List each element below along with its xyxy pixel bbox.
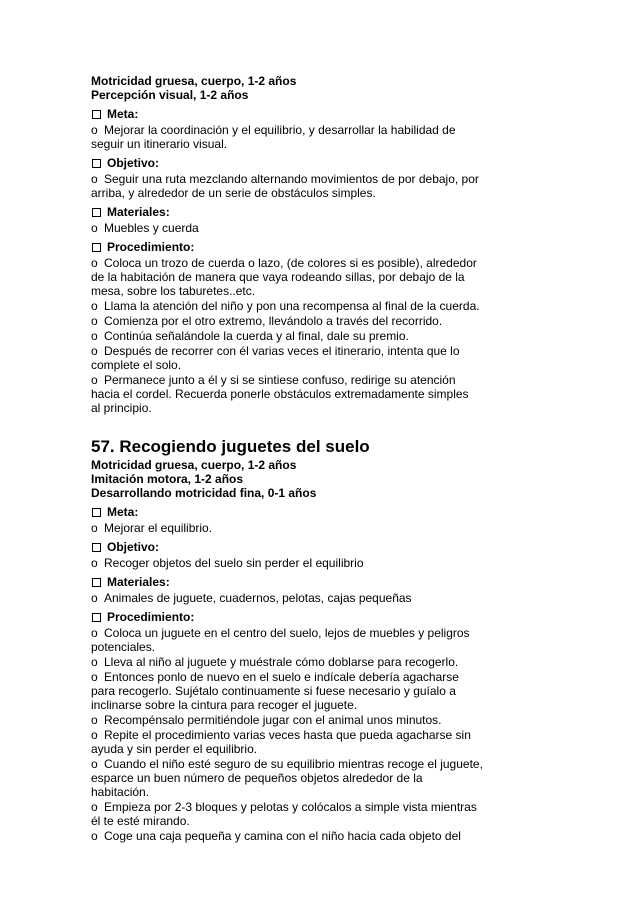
line-text: Muebles y cuerda (104, 221, 199, 235)
bullet-icon: o (91, 757, 98, 771)
line-text: Coge una caja pequeña y camina con el niño hacia cada objeto del (104, 829, 461, 843)
list-item (91, 829, 491, 843)
line-text: de la habitación de manera que vaya rodeando sillas, por debajo de la (91, 270, 465, 284)
line-text: potenciales. (91, 640, 156, 654)
objetivo-list (91, 172, 491, 200)
line-text: mesa, sobre los taburetes..etc. (91, 284, 256, 298)
text-line (91, 728, 491, 742)
line-text: complete el solo. (91, 358, 182, 372)
procedimiento-list (91, 256, 491, 415)
meta-list (91, 521, 491, 535)
line-text: ayuda y sin perder el equilibrio. (91, 742, 258, 756)
list-item (91, 329, 491, 343)
objetivo-heading: Objetivo: (91, 156, 491, 170)
list-item (91, 123, 491, 151)
text-line (91, 137, 491, 151)
objetivo-list (91, 556, 491, 570)
checkbox-square-icon (92, 578, 101, 587)
line-text: Recompénsalo permitiéndole jugar con el animal unos minutos. (104, 713, 442, 727)
bullet-icon: o (91, 713, 98, 727)
text-line (91, 186, 491, 200)
meta-heading: Meta: (91, 505, 491, 519)
line-text: Coloca un trozo de cuerda o lazo, (de colores si es posible), alrededor (104, 256, 477, 270)
bullet-icon: o (91, 314, 98, 328)
line-text: para recogerlo. Sujétalo continuamente si fuese necesario y guíalo a (91, 684, 456, 698)
category-line: Imitación motora, 1-2 años (91, 472, 244, 486)
category-line: Motricidad gruesa, cuerpo, 1-2 años (91, 458, 297, 472)
list-item (91, 256, 491, 298)
meta-list (91, 123, 491, 151)
text-line (91, 373, 491, 387)
checkbox-square-icon (92, 508, 101, 517)
bullet-icon: o (91, 626, 98, 640)
bullet-icon: o (91, 670, 98, 684)
line-text: Animales de juguete, cuadernos, pelotas, cajas pequeñas (104, 591, 412, 605)
list-item (91, 713, 491, 727)
text-line (91, 800, 491, 814)
materiales-heading: Materiales: (91, 205, 491, 219)
text-line (91, 814, 491, 828)
text-line (91, 713, 491, 727)
text-line (91, 329, 491, 343)
line-text: Mejorar el equilibrio. (104, 521, 213, 535)
bullet-icon: o (91, 123, 98, 137)
checkbox-square-icon (92, 110, 101, 119)
list-item (91, 655, 491, 669)
text-line (91, 299, 491, 313)
line-text: habitación. (91, 785, 150, 799)
text-line (91, 829, 491, 843)
text-line (91, 172, 491, 186)
text-line (91, 670, 491, 684)
text-line (91, 626, 491, 640)
text-line (91, 521, 491, 535)
entry-2 (91, 437, 491, 843)
bullet-icon: o (91, 256, 98, 270)
text-line (91, 684, 491, 698)
list-item (91, 800, 491, 828)
text-line (91, 771, 491, 785)
bullet-icon: o (91, 344, 98, 358)
checkbox-square-icon (92, 613, 101, 622)
checkbox-square-icon (92, 208, 101, 217)
list-item (91, 626, 491, 654)
category-line: Desarrollando motricidad fina, 0-1 años (91, 486, 317, 500)
bullet-icon: o (91, 521, 98, 535)
text-line (91, 314, 491, 328)
bullet-icon: o (91, 172, 98, 186)
text-line (91, 401, 491, 415)
procedimiento-heading: Procedimiento: (91, 610, 491, 624)
materiales-heading: Materiales: (91, 575, 491, 589)
document-content (91, 74, 491, 843)
line-text: arriba, y alrededor de un serie de obstáculos simples. (91, 186, 376, 200)
bullet-icon: o (91, 800, 98, 814)
line-text: Cuando el niño esté seguro de su equilibrio mientras recoge el juguete, (104, 757, 483, 771)
list-item (91, 591, 491, 605)
list-item (91, 221, 491, 235)
category-line: Motricidad gruesa, cuerpo, 1-2 años (91, 74, 297, 88)
line-text: hacia el cordel. Recuerda ponerle obstáculos extremadamente simples (91, 387, 469, 401)
bullet-icon: o (91, 829, 98, 843)
section-title: 57. Recogiendo juguetes del suelo (91, 437, 370, 456)
materiales-list (91, 591, 491, 605)
category-line: Percepción visual, 1-2 años (91, 88, 249, 102)
bullet-icon: o (91, 373, 98, 387)
text-line (91, 698, 491, 712)
bullet-icon: o (91, 221, 98, 235)
list-item (91, 172, 491, 200)
text-line (91, 387, 491, 401)
list-item (91, 314, 491, 328)
objetivo-heading: Objetivo: (91, 540, 491, 554)
checkbox-square-icon (92, 243, 101, 252)
line-text: Después de recorrer con él varias veces el itinerario, intenta que lo (104, 344, 460, 358)
list-item (91, 344, 491, 372)
text-line (91, 655, 491, 669)
checkbox-square-icon (92, 543, 101, 552)
procedimiento-heading: Procedimiento: (91, 240, 491, 254)
line-text: Comienza por el otro extremo, llevándolo a través del recorrido. (104, 314, 443, 328)
line-text: Mejorar la coordinación y el equilibrio, y desarrollar la habilidad de (104, 123, 456, 137)
materiales-list (91, 221, 491, 235)
line-text: esparce un buen número de pequeños objetos alrededor de la (91, 771, 423, 785)
line-text: al principio. (91, 401, 152, 415)
line-text: Continúa señalándole la cuerda y al final, dale su premio. (104, 329, 409, 343)
text-line (91, 742, 491, 756)
bullet-icon: o (91, 728, 98, 742)
text-line (91, 358, 491, 372)
text-line (91, 221, 491, 235)
text-line (91, 640, 491, 654)
list-item (91, 728, 491, 756)
text-line (91, 256, 491, 270)
bullet-icon: o (91, 591, 98, 605)
line-text: inclinarse sobre la cintura para recoger el juguete. (91, 698, 358, 712)
text-line (91, 556, 491, 570)
text-line (91, 757, 491, 771)
line-text: Seguir una ruta mezclando alternando movimientos de por debajo, por (104, 172, 479, 186)
bullet-icon: o (91, 556, 98, 570)
meta-heading: Meta: (91, 107, 491, 121)
line-text: Entonces ponlo de nuevo en el suelo e indícale debería agacharse (104, 670, 459, 684)
bullet-icon: o (91, 329, 98, 343)
line-text: seguir un itinerario visual. (91, 137, 228, 151)
line-text: él te esté mirando. (91, 814, 190, 828)
list-item (91, 757, 491, 799)
list-item (91, 299, 491, 313)
text-line (91, 284, 491, 298)
line-text: Repite el procedimiento varias veces hasta que pueda agacharse sin (104, 728, 471, 742)
line-text: Llama la atención del niño y pon una recompensa al final de la cuerda. (104, 299, 480, 313)
text-line (91, 344, 491, 358)
line-text: Lleva al niño al juguete y muéstrale cómo doblarse para recogerlo. (104, 655, 459, 669)
text-line (91, 123, 491, 137)
text-line (91, 270, 491, 284)
procedimiento-list (91, 626, 491, 843)
list-item (91, 670, 491, 712)
line-text: Permanece junto a él y si se sintiese confuso, redirige su atención (104, 373, 456, 387)
list-item (91, 556, 491, 570)
bullet-icon: o (91, 299, 98, 313)
line-text: Recoger objetos del suelo sin perder el equilibrio (104, 556, 364, 570)
line-text: Coloca un juguete en el centro del suelo, lejos de muebles y peligros (104, 626, 470, 640)
list-item (91, 373, 491, 415)
entry-1 (91, 74, 491, 415)
checkbox-square-icon (92, 159, 101, 168)
list-item (91, 521, 491, 535)
bullet-icon: o (91, 655, 98, 669)
line-text: Empieza por 2-3 bloques y pelotas y colócalos a simple vista mientras (104, 800, 477, 814)
text-line (91, 591, 491, 605)
text-line (91, 785, 491, 799)
